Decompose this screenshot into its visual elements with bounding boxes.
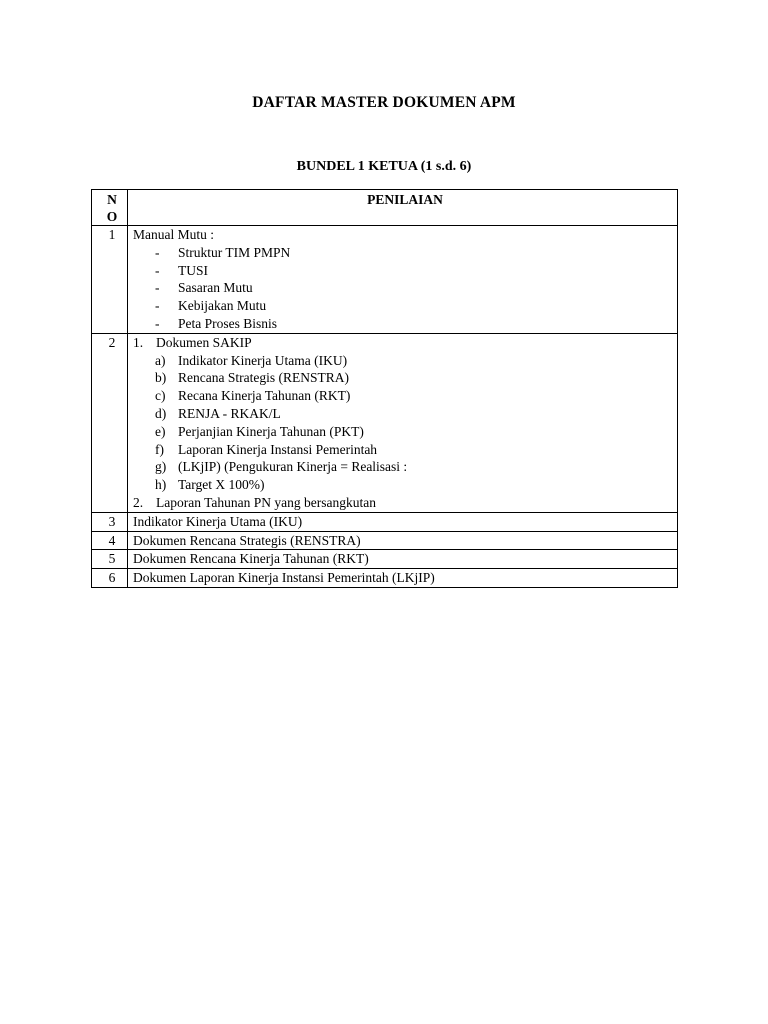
document-subtitle: BUNDEL 1 KETUA (1 s.d. 6): [296, 159, 472, 174]
sub-list-item: [133, 441, 677, 459]
row-number: 2: [92, 333, 128, 512]
row-content: Dokumen Rencana Strategis (RENSTRA): [128, 531, 678, 550]
list-item-text: Laporan Kinerja Instansi Pemerintah: [178, 441, 378, 457]
sub-list-item: [133, 369, 677, 387]
sub-list-item: [133, 458, 677, 476]
table-row: [92, 569, 678, 588]
list-item: [133, 244, 677, 262]
row-number: 4: [92, 531, 128, 550]
list-marker: 1.: [133, 334, 144, 350]
header-penilaian: PENILAIAN: [128, 190, 678, 226]
sub-list-item: [133, 423, 677, 441]
table-row: [92, 531, 678, 550]
list-item-text: (LKjIP) (Pengukuran Kinerja = Realisasi :: [178, 459, 408, 475]
table-row: [92, 226, 678, 334]
list-marker: e): [155, 423, 166, 439]
list-item-text: Sasaran Mutu: [178, 280, 253, 296]
list-item-text: Indikator Kinerja Utama (IKU): [178, 352, 348, 368]
list-item-text: Dokumen SAKIP: [156, 334, 252, 350]
row-number: 5: [92, 550, 128, 569]
header-no: [92, 190, 128, 226]
list-item: [133, 262, 677, 280]
row-content: Indikator Kinerja Utama (IKU): [128, 512, 678, 531]
list-marker: -: [155, 280, 160, 296]
header-no-line1: N: [107, 192, 117, 207]
list-item-text: Peta Proses Bisnis: [178, 315, 278, 331]
row-content: [128, 226, 678, 334]
list-marker: -: [155, 262, 160, 278]
sub-list-item: [133, 352, 677, 370]
header-no-line2: O: [106, 209, 118, 224]
list-marker: -: [155, 244, 160, 260]
list-item-text: TUSI: [178, 262, 208, 278]
list-marker: a): [155, 352, 166, 368]
list-item: [133, 315, 677, 333]
list-marker: c): [155, 388, 166, 404]
list-item-text: Recana Kinerja Tahunan (RKT): [178, 388, 351, 404]
list-marker: h): [155, 477, 167, 493]
row-content: [128, 333, 678, 512]
table-header-row: [92, 190, 678, 226]
list-marker: d): [155, 405, 167, 421]
list-marker: b): [155, 370, 167, 386]
list-item-text: Perjanjian Kinerja Tahunan (PKT): [178, 423, 364, 439]
table-row: [92, 512, 678, 531]
document-title: DAFTAR MASTER DOKUMEN APM: [252, 94, 516, 111]
penilaian-table: [91, 189, 678, 588]
list-marker: -: [155, 315, 160, 331]
row-intro: Manual Mutu :: [133, 227, 214, 242]
sub-list-item: [133, 405, 677, 423]
row-number: 3: [92, 512, 128, 531]
row-content: Dokumen Rencana Kinerja Tahunan (RKT): [128, 550, 678, 569]
table-row: [92, 550, 678, 569]
list-item-text: Laporan Tahunan PN yang bersangkutan: [156, 494, 376, 510]
list-marker: -: [155, 298, 160, 314]
sub-list-item: [133, 476, 677, 494]
list-item-text: Struktur TIM PMPN: [178, 244, 291, 260]
list-marker: g): [155, 459, 167, 475]
list-marker: f): [155, 441, 164, 457]
row-number: 6: [92, 569, 128, 588]
list-item: [133, 279, 677, 297]
list-item-text: RENJA - RKAK/L: [178, 405, 281, 421]
list-item-text: Target X 100%): [178, 477, 265, 493]
list-item-text: Kebijakan Mutu: [178, 298, 267, 314]
table-row: [92, 333, 678, 512]
row-number: 1: [92, 226, 128, 334]
sub-list-item: [133, 387, 677, 405]
list-item: [133, 297, 677, 315]
row-content: Dokumen Laporan Kinerja Instansi Pemerintah (LKjIP): [128, 569, 678, 588]
list-item-text: Rencana Strategis (RENSTRA): [178, 370, 349, 386]
numbered-item: [133, 334, 677, 352]
list-marker: 2.: [133, 494, 144, 510]
numbered-item: [133, 494, 677, 512]
